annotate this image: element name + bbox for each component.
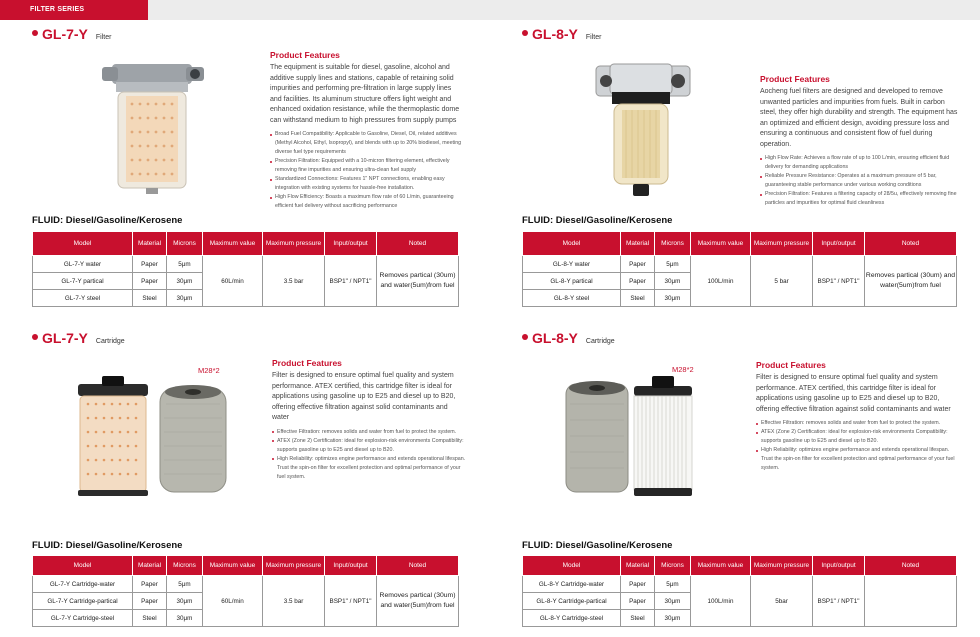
io-cell: BSP1" / NPT1": [325, 256, 377, 307]
material-cell: Paper: [621, 593, 655, 610]
features-intro: Aocheng fuel filters are designed and developed to remove unwanted particles and impurities from fuels. Built in carbon steel, they offer high durability and strength. The equipment has an optimized and efficient design, avoiding pressure loss and ensuring a continuous and consistent flow of fuel during operation.: [760, 88, 958, 148]
col-header: Noted: [377, 232, 459, 256]
gl7-cartridge-block: [32, 328, 472, 633]
bullet-dot-icon: [522, 334, 528, 340]
max-pressure-cell: 5bar: [751, 576, 813, 627]
thread-label: M28*2: [672, 365, 694, 374]
col-header: Maximum pressure: [263, 556, 325, 576]
model-cell: GL-8-Y water: [523, 256, 621, 273]
microns-cell: 30μm: [167, 593, 203, 610]
noted-cell: Removes partical (30um) and water(5um)from fuel: [377, 576, 459, 627]
feature-item: ATEX (Zone 2) Certification: ideal for explosion-risk environments Compatibility: supports gasoline up to E25 and diesel up to B20.: [756, 428, 956, 446]
features-title: Product Features: [272, 358, 342, 368]
material-cell: Steel: [621, 610, 655, 627]
material-cell: Paper: [621, 576, 655, 593]
col-header: Maximum value: [691, 556, 751, 576]
col-header: Maximum pressure: [751, 232, 813, 256]
product-title: [522, 330, 615, 350]
spec-table: [522, 231, 957, 307]
col-header: Maximum value: [691, 232, 751, 256]
col-header: Maximum pressure: [263, 232, 325, 256]
model-cell: GL-7-Y water: [33, 256, 133, 273]
col-header: Microns: [655, 556, 691, 576]
features-panel: [270, 50, 464, 211]
noted-cell: Removes partical (30um) and water(5um)from fuel: [377, 256, 459, 307]
fluid-label: FLUID: Diesel/Gasoline/Kerosene: [32, 215, 183, 226]
features-intro: The equipment is suitable for diesel, gasoline, alcohol and additive supply lines and stations, capable of retaining solid impurities and performing pre-filtration in large supply lines and facilities. Its aluminum structure offers light weight and enhanced oxidation resistance, while the thermoplastic dome can withstand medium to high pressures from supply pumps: [270, 64, 460, 124]
model-cell: GL-8-Y partical: [523, 273, 621, 290]
features-list: [756, 419, 956, 473]
col-header: Model: [523, 232, 621, 256]
io-cell: BSP1" / NPT1": [813, 576, 865, 627]
col-header: Material: [133, 556, 167, 576]
max-pressure-cell: 3.5 bar: [263, 256, 325, 307]
feature-item: High Reliability: optimizes engine performance and extends operational lifespan.: [272, 455, 466, 464]
features-list: [760, 154, 958, 208]
features-panel: [756, 360, 956, 473]
col-header: Microns: [167, 232, 203, 256]
bullet-dot-icon: [522, 30, 528, 36]
product-title: [522, 26, 601, 46]
microns-cell: 30μm: [655, 610, 691, 627]
product-name: GL-8-Y: [532, 26, 578, 42]
col-header: Microns: [167, 556, 203, 576]
material-cell: Paper: [621, 256, 655, 273]
table-row: [33, 256, 459, 273]
col-header: Noted: [377, 556, 459, 576]
fluid-label: FLUID: Diesel/Gasoline/Kerosene: [522, 215, 673, 226]
noted-cell: [865, 576, 957, 627]
fluid-label: FLUID: Diesel/Gasoline/Kerosene: [522, 540, 673, 551]
gl8-filter-block: [522, 24, 962, 329]
product-type: Cartridge: [585, 338, 615, 345]
product-type: Cartridge: [95, 338, 125, 345]
col-header: Material: [133, 232, 167, 256]
col-header: Maximum value: [203, 232, 263, 256]
max-pressure-cell: 3.5 bar: [263, 576, 325, 627]
feature-item: ATEX (Zone 2) Certification: ideal for explosion-risk environments Compatibility: supports gasoline up to E25 and diesel up to B20.: [272, 437, 466, 455]
microns-cell: 30μm: [167, 273, 203, 290]
table-header-row: [523, 232, 957, 256]
features-panel: [272, 358, 466, 482]
table-row: [523, 576, 957, 593]
product-title: [32, 26, 111, 46]
io-cell: BSP1" / NPT1": [813, 256, 865, 307]
feature-item: Broad Fuel Compatibility: Applicable to Gasoline, Diesel, Oil, related additives (Methyl Alcohol, Ethyl, Isopropyl), and blends with up to 20% biodiesel, meeting diverse fuel type requirements: [270, 130, 464, 157]
model-cell: GL-8-Y steel: [523, 290, 621, 307]
max-value-cell: 100L/min: [691, 256, 751, 307]
col-header: Maximum value: [203, 556, 263, 576]
table-row: [33, 576, 459, 593]
col-header: Material: [621, 556, 655, 576]
product-title: [32, 330, 125, 350]
microns-cell: 30μm: [167, 290, 203, 307]
col-header: Input/output: [325, 556, 377, 576]
bullet-dot-icon: [32, 334, 38, 340]
microns-cell: 30μm: [167, 610, 203, 627]
material-cell: Paper: [133, 256, 167, 273]
microns-cell: 30μm: [655, 593, 691, 610]
features-intro: Filter is designed to ensure optimal fuel quality and system performance. ATEX certified, this cartridge filter is ideal for applications using gasoline up to E25 and diesel up to B20, offering effective filtration against solid contaminants and water: [272, 372, 456, 421]
feature-item: Effective Filtration: removes solids and water from fuel to protect the system.: [756, 419, 956, 428]
model-cell: GL-7-Y Cartridge-steel: [33, 610, 133, 627]
max-value-cell: 60L/min: [203, 576, 263, 627]
gl7-filter-image: [102, 58, 212, 196]
material-cell: Steel: [621, 290, 655, 307]
material-cell: Paper: [133, 576, 167, 593]
model-cell: GL-7-Y steel: [33, 290, 133, 307]
gl8-cartridge-image: [562, 372, 712, 500]
col-header: Input/output: [813, 556, 865, 576]
feature-item: High Flow Rate: Achieves a flow rate of up to 100 L/min, ensuring efficient fluid delivery for demanding applications: [760, 154, 958, 172]
model-cell: GL-8-Y Cartridge-water: [523, 576, 621, 593]
table-header-row: [33, 232, 459, 256]
feature-item: Precision Filtration: Equipped with a 10-micron filtering element, effectively removing fine impurities and ensuring ultra-clean fuel supply: [270, 157, 464, 175]
col-header: Input/output: [325, 232, 377, 256]
features-list: [270, 130, 464, 211]
product-name: GL-7-Y: [42, 26, 88, 42]
table-header-row: [523, 556, 957, 576]
microns-cell: 30μm: [655, 273, 691, 290]
io-cell: BSP1" / NPT1": [325, 576, 377, 627]
gl8-cartridge-block: [522, 328, 962, 633]
material-cell: Paper: [621, 273, 655, 290]
model-cell: GL-8-Y Cartridge-partical: [523, 593, 621, 610]
features-title: Product Features: [270, 50, 340, 60]
features-title: Product Features: [760, 74, 830, 84]
max-pressure-cell: 5 bar: [751, 256, 813, 307]
col-header: Noted: [865, 556, 957, 576]
microns-cell: 5μm: [167, 576, 203, 593]
material-cell: Steel: [133, 290, 167, 307]
col-header: Microns: [655, 232, 691, 256]
col-header: Model: [33, 556, 133, 576]
material-cell: Steel: [133, 610, 167, 627]
thread-label: M28*2: [198, 366, 220, 375]
col-header: Input/output: [813, 232, 865, 256]
table-header-row: [33, 556, 459, 576]
feature-item: Standardized Connections: Features 1" NPT connections, enabling easy integration with existing systems for hassle-free installation.: [270, 175, 464, 193]
feature-item: High Flow Efficiency: Boasts a maximum flow rate of 60 L/min, guaranteeing efficient fuel delivery without sacrificing performance: [270, 193, 464, 211]
spec-table: [32, 555, 459, 627]
spec-table: [522, 555, 957, 627]
bullet-dot-icon: [32, 30, 38, 36]
max-value-cell: 100L/min: [691, 576, 751, 627]
feature-item: Precision Filtration: Features a filtering capacity of 28/5u, effectively removing fine particles and impurities for optimal fluid cleanliness: [760, 190, 958, 208]
product-type: Filter: [585, 34, 602, 41]
table-row: [523, 256, 957, 273]
model-cell: GL-7-Y partical: [33, 273, 133, 290]
col-header: Material: [621, 232, 655, 256]
product-name: GL-8-Y: [532, 330, 578, 346]
product-name: GL-7-Y: [42, 330, 88, 346]
feature-item: High Reliability: optimizes engine performance and extends operational lifespan.: [756, 446, 956, 455]
feature-item: Effective Filtration: removes solids and water from fuel to protect the system.: [272, 428, 466, 437]
product-type: Filter: [95, 34, 112, 41]
microns-cell: 5μm: [655, 576, 691, 593]
fluid-label: FLUID: Diesel/Gasoline/Kerosene: [32, 540, 183, 551]
col-header: Model: [523, 556, 621, 576]
top-bar: [0, 0, 980, 20]
col-header: Maximum pressure: [751, 556, 813, 576]
features-intro: Filter is designed to ensure optimal fuel quality and system performance. ATEX certified, this cartridge filter is ideal for applications using gasoline up to E25 and diesel up to B20, offering effective filtration against solid contaminants and water: [756, 374, 951, 413]
max-value-cell: 60L/min: [203, 256, 263, 307]
material-cell: Paper: [133, 273, 167, 290]
features-list: [272, 428, 466, 482]
model-cell: GL-7-Y Cartridge-water: [33, 576, 133, 593]
series-tag: FILTER SERIES: [0, 0, 148, 20]
microns-cell: 5μm: [167, 256, 203, 273]
model-cell: GL-7-Y Cartridge-partical: [33, 593, 133, 610]
microns-cell: 5μm: [655, 256, 691, 273]
spec-table: [32, 231, 459, 307]
col-header: Noted: [865, 232, 957, 256]
col-header: Model: [33, 232, 133, 256]
model-cell: GL-8-Y Cartridge-steel: [523, 610, 621, 627]
feature-item: Trust the spin-on filter for excellent protection and optimal performance of your fuel system.: [277, 464, 461, 480]
features-panel: [760, 74, 958, 208]
gl7-filter-block: [32, 24, 472, 329]
feature-item: Reliable Pressure Resistance: Operates at a maximum pressure of 5 bar, guaranteeing stable performance under various working conditions: [760, 172, 958, 190]
features-title: Product Features: [756, 360, 826, 370]
microns-cell: 30μm: [655, 290, 691, 307]
material-cell: Paper: [133, 593, 167, 610]
noted-cell: Removes partical (30um) and water(5um)from fuel: [865, 256, 957, 307]
feature-item: Trust the spin-on filter for excellent protection and optimal performance of your fuel system.: [761, 456, 955, 471]
gl8-filter-image: [588, 60, 700, 200]
gl7-cartridge-image: [72, 374, 242, 498]
